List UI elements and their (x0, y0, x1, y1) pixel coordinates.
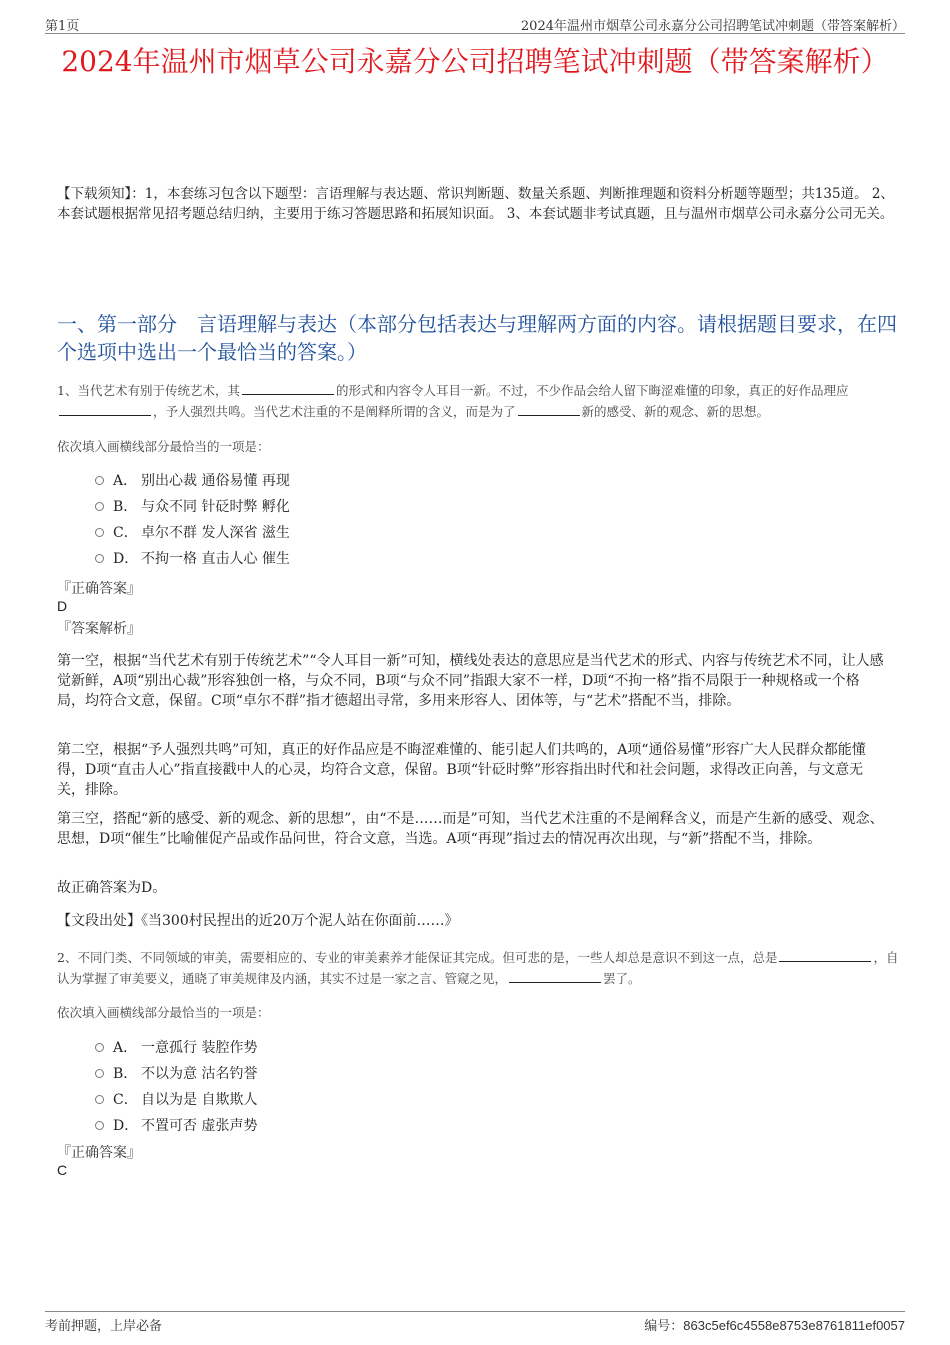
fill-blank (242, 381, 334, 395)
analysis-conclusion: 故正确答案为D。 (57, 880, 167, 896)
analysis-label: 『答案解析』 (57, 621, 141, 637)
document-title: 2024年温州市烟草公司永嘉分公司招聘笔试冲刺题（带答案解析） (61, 45, 889, 78)
analysis-paragraph-3: 第三空，搭配“新的感受、新的观念、新的思想”，由“不是……而是”可知，当代艺术注重的不是阐释含义，而是产生新的感受、观念、思想，D项“催生”比喻催促产品或作品问世，符合文意，当选。A项“再现”指过去的情况再次出现，与“新”搭配不当，排除。 (57, 811, 884, 847)
download-notice: 【下载须知】：1，本套练习包含以下题型：言语理解与表达题、常识判断题、数量关系题、判断推理题和资料分析题等题型；共135道。 2、本套试题根据常见招考题总结归纳，主要用于练习答题思路和拓展知识面。 3、本套试题非考试真题，且与温州市烟草公司永嘉分公司无关。 (57, 186, 894, 222)
fill-blank (59, 402, 151, 416)
answer-label: 『正确答案』 (57, 581, 141, 597)
fill-blank (518, 402, 580, 416)
radio-icon[interactable] (95, 502, 104, 511)
analysis-paragraph-2: 第二空，根据“予人强烈共鸣”可知，真正的好作品应是不晦涩难懂的、能引起人们共鸣的，A项“通俗易懂”形容广大人民群众都能懂得，D项“直击人心”指直接戳中人的心灵，均符合文意，保留。B项“针砭时弊”形容指出时代和社会问题，求得改正向善，与文意无关，排除。 (57, 742, 866, 798)
question-1-options (95, 467, 290, 571)
radio-icon[interactable] (95, 528, 104, 537)
option-c[interactable]: C． 自以为是 自欺欺人 (95, 1086, 257, 1112)
source-citation: 【文段出处】《当300村民捏出的近20万个泥人站在你面前……》 (57, 913, 459, 929)
option-d[interactable]: D． 不拘一格 直击人心 催生 (95, 545, 290, 571)
answer-value: D (57, 598, 68, 614)
header-doc-title: 2024年温州市烟草公司永嘉分公司招聘笔试冲刺题（带答案解析） (520, 19, 905, 34)
radio-icon[interactable] (95, 554, 104, 563)
page-footer (45, 1311, 905, 1334)
radio-icon[interactable] (95, 1095, 104, 1104)
document-code: 编号：863c5ef6c4558e8753e8761811ef0057 (644, 1318, 905, 1334)
answer-value: C (57, 1162, 68, 1178)
option-a[interactable]: A． 一意孤行 装腔作势 (95, 1034, 257, 1060)
question-1-stem: 1、当代艺术有别于传统艺术，其 的形式和内容令人耳目一新。不过，不少作品会给人留下晦涩难懂的印象，真正的好作品理应，予人强烈共鸣。当代艺术注重的不是阐释所谓的含义，而是为了 新的感受、新的观念、新的思想。 (57, 383, 849, 419)
option-c[interactable]: C． 卓尔不群 发人深省 滋生 (95, 519, 290, 545)
page-header (45, 13, 905, 34)
question-2-stem: 2、不同门类、不同领域的审美，需要相应的、专业的审美素养才能保证其完成。但可悲的是，一些人却总是意识不到这一点，总是 ，自认为掌握了审美要义，通晓了审美规律及内涵，其实不过是一家之言、管窥之见， 罢了。 (57, 950, 899, 986)
option-b[interactable]: B． 与众不同 针砭时弊 孵化 (95, 493, 290, 519)
question-2-options (95, 1034, 257, 1138)
fill-blank (509, 969, 601, 983)
question-1-instruction: 依次填入画横线部分最恰当的一项是： (57, 439, 270, 454)
question-2-instruction: 依次填入画横线部分最恰当的一项是： (57, 1005, 270, 1020)
radio-icon[interactable] (95, 1069, 104, 1078)
radio-icon[interactable] (95, 1043, 104, 1052)
radio-icon[interactable] (95, 476, 104, 485)
fill-blank (779, 948, 871, 962)
option-d[interactable]: D． 不置可否 虚张声势 (95, 1112, 257, 1138)
radio-icon[interactable] (95, 1121, 104, 1130)
answer-label: 『正确答案』 (57, 1145, 141, 1161)
option-a[interactable]: A． 别出心裁 通俗易懂 再现 (95, 467, 290, 493)
page-number: 第1页 (45, 19, 80, 34)
section-title: 一、第一部分 言语理解与表达（本部分包括表达与理解两方面的内容。请根据题目要求，在四个选项中选出一个最恰当的答案。） (57, 312, 897, 364)
analysis-paragraph-1: 第一空，根据“当代艺术有别于传统艺术”“令人耳目一新”可知，横线处表达的意思应是当代艺术的形式、内容与传统艺术不同，让人感觉新鲜，A项“别出心裁”形容独创一格，与众不同，B项“与众不同”指跟大家不一样，D项“不拘一格”指不局限于一种规格或一个格局，均符合文意，保留。C项“卓尔不群”指才德超出寻常，多用来形容人、团体等，与“艺术”搭配不当，排除。 (57, 653, 884, 709)
option-b[interactable]: B． 不以为意 沽名钓誉 (95, 1060, 257, 1086)
footer-slogan: 考前押题，上岸必备 (45, 1319, 163, 1334)
